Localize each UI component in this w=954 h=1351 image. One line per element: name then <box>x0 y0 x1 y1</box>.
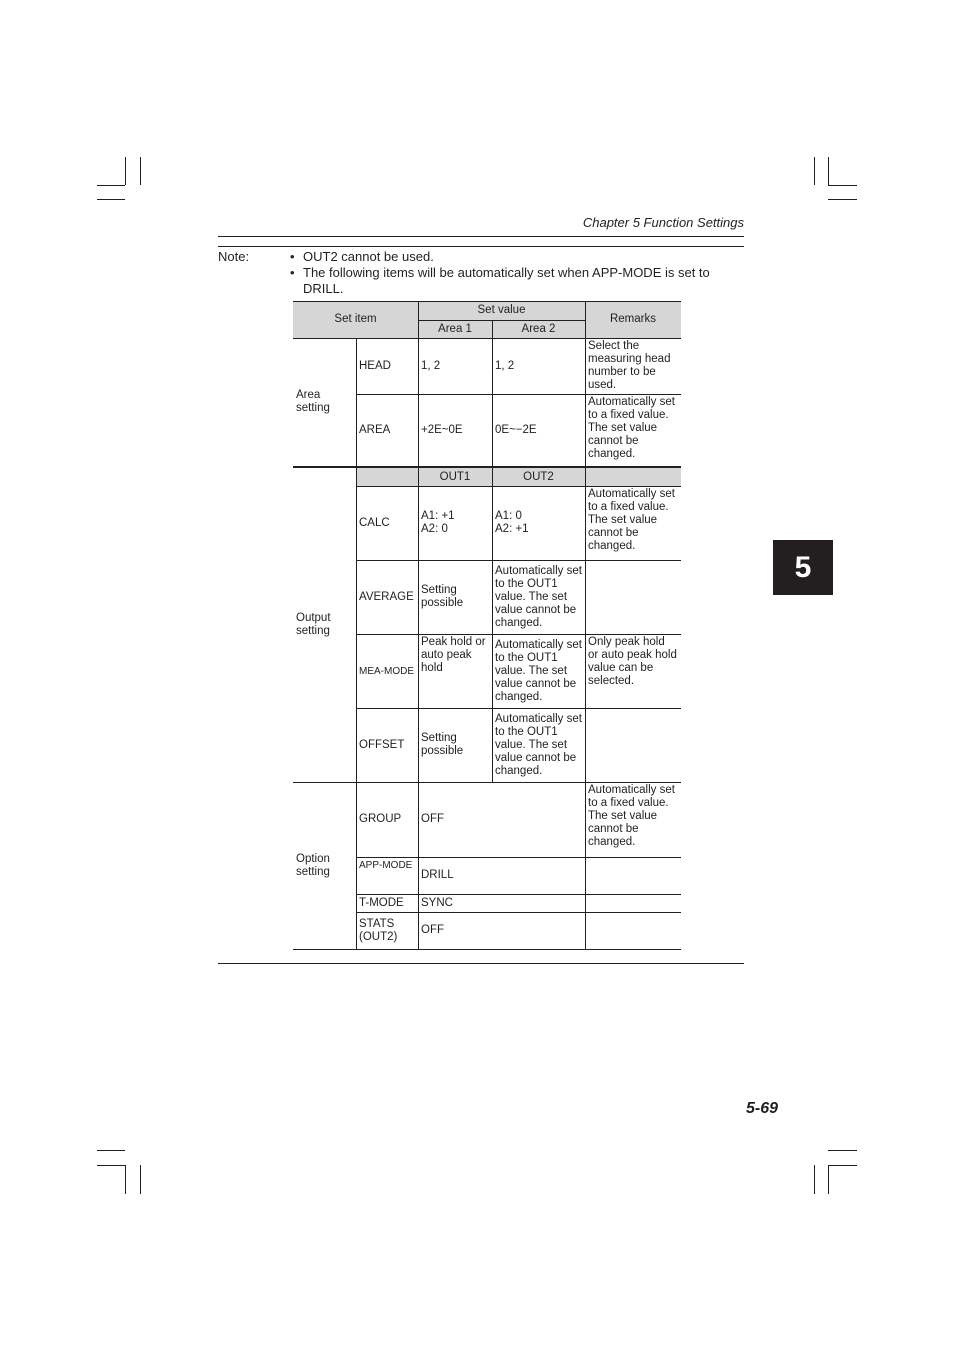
average-out1: Setting possible <box>421 584 464 609</box>
group-option-setting: Option setting <box>296 852 330 878</box>
header-set-value: Set value <box>418 301 585 320</box>
offset-out1: Setting possible <box>421 732 464 757</box>
meamode-remark: Only peak hold or auto peak hold value can be selected. <box>588 636 677 687</box>
crop-mark <box>828 1165 829 1194</box>
item-stats: STATS (OUT2) <box>359 917 398 943</box>
table-rule <box>356 857 681 858</box>
average-out2: Automatically set to the OUT1 value. The set value cannot be changed. <box>495 564 582 629</box>
area-remark: Automatically set to a fixed value. The set value cannot be changed. <box>588 396 675 460</box>
table-rule <box>293 301 681 302</box>
note-top-rule <box>218 246 744 247</box>
calc-out2: A1: 0 A2: +1 <box>495 510 529 535</box>
group-area-setting: Area setting <box>296 389 330 414</box>
crop-mark <box>828 1150 857 1151</box>
item-calc: CALC <box>359 516 390 529</box>
note-label: Note: <box>218 249 250 264</box>
chapter-header: Chapter 5 Function Settings <box>582 215 744 230</box>
crop-mark <box>97 1165 125 1166</box>
crop-mark <box>97 185 125 186</box>
meamode-out1: Peak hold or auto peak hold <box>421 636 486 674</box>
area-area1: +2E~0E <box>421 423 463 436</box>
header-area1: Area 1 <box>418 320 492 338</box>
head-area1: 1, 2 <box>421 359 441 372</box>
table-rule <box>492 320 493 466</box>
tmode-remark <box>585 894 681 912</box>
crop-mark <box>97 199 125 200</box>
crop-mark <box>814 157 815 185</box>
header-area2: Area 2 <box>492 320 585 338</box>
crop-mark <box>828 157 829 185</box>
appmode-remark <box>585 857 681 894</box>
note-item: • The following items will be automatically set when APP-MODE is set to DRILL. <box>290 265 710 296</box>
table-rule <box>418 320 585 321</box>
tmode-value: SYNC <box>421 896 453 909</box>
crop-mark <box>828 199 857 200</box>
stats-remark <box>585 912 681 949</box>
table-rule <box>585 301 586 949</box>
group-value: OFF <box>421 813 444 825</box>
table-rule <box>293 782 681 783</box>
item-t-mode: T-MODE <box>359 896 404 909</box>
table-rule <box>356 560 681 561</box>
table-rule <box>293 338 681 339</box>
header-set-item: Set item <box>293 301 418 338</box>
item-offset: OFFSET <box>359 738 405 751</box>
offset-remark <box>585 708 681 782</box>
item-area: AREA <box>359 423 391 436</box>
item-head: HEAD <box>359 359 391 372</box>
output-header-spacer <box>356 468 418 486</box>
crop-mark <box>814 1165 815 1194</box>
chapter-tab: 5 <box>773 540 833 595</box>
header-out2: OUT2 <box>492 468 585 486</box>
header-remarks: Remarks <box>585 301 681 338</box>
area-area2: 0E~−2E <box>495 423 537 436</box>
table-rule <box>356 912 681 913</box>
table-rule <box>293 949 681 950</box>
crop-mark <box>828 185 857 186</box>
crop-mark <box>125 1165 126 1194</box>
table-rule <box>418 301 419 949</box>
header-rule <box>218 236 744 237</box>
item-mea-mode: MEA-MODE <box>359 665 414 677</box>
table-rule <box>356 394 681 395</box>
page-number: 5-69 <box>745 1100 778 1117</box>
group-output-setting: Output setting <box>296 612 331 637</box>
head-remark: Select the measuring head number to be used. <box>588 340 671 391</box>
meamode-out2: Automatically set to the OUT1 value. The set value cannot be changed. <box>495 638 582 703</box>
table-rule <box>492 468 493 782</box>
average-remark <box>585 560 681 634</box>
output-header-remarks <box>585 468 681 486</box>
head-area2: 1, 2 <box>495 359 515 372</box>
table-rule <box>356 338 357 949</box>
crop-mark <box>97 1150 125 1151</box>
table-rule <box>356 708 681 709</box>
footer-rule <box>218 963 744 964</box>
group-remark: Automatically set to a fixed value. The set value cannot be changed. <box>588 784 675 848</box>
note-item: • OUT2 cannot be used. <box>290 249 434 264</box>
table-rule <box>356 894 681 895</box>
header-out1: OUT1 <box>418 468 492 486</box>
note-list <box>290 249 730 297</box>
table-rule <box>293 466 681 468</box>
crop-mark <box>125 157 126 185</box>
table-rule <box>356 486 681 487</box>
item-average: AVERAGE <box>359 590 414 603</box>
calc-out1: A1: +1 A2: 0 <box>421 510 455 535</box>
table-rule <box>356 634 681 635</box>
calc-remark: Automatically set to a fixed value. The set value cannot be changed. <box>588 488 675 552</box>
offset-out2: Automatically set to the OUT1 value. The set value cannot be changed. <box>495 712 582 777</box>
item-group: GROUP <box>359 813 402 825</box>
appmode-value: DRILL <box>421 869 454 881</box>
crop-mark <box>140 1165 141 1194</box>
stats-value: OFF <box>421 924 444 936</box>
item-app-mode: APP-MODE <box>359 860 413 871</box>
crop-mark <box>140 157 141 185</box>
crop-mark <box>828 1165 857 1166</box>
